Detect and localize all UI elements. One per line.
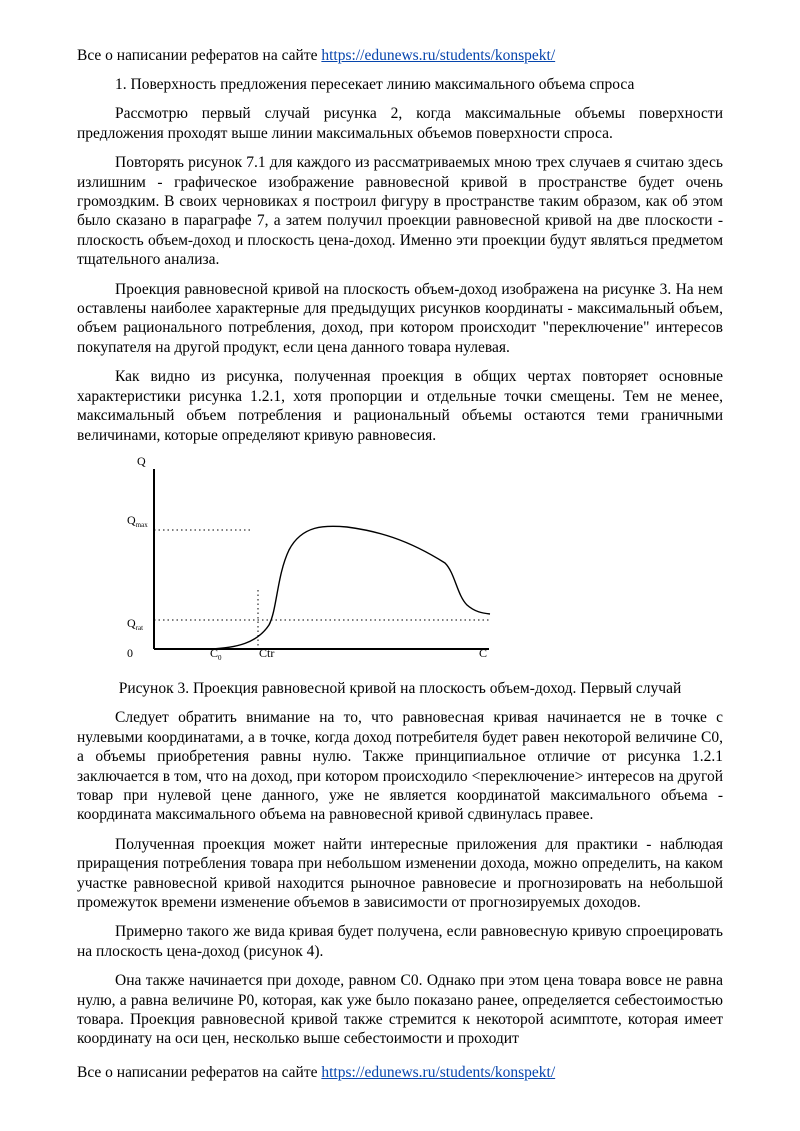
paragraph: Следует обратить внимание на то, что равновесная кривая начинается не в точке с нулевыми координатами, а в точке, когда доход потребителя будет равен некоторой величине C0, а объемы приобретения равны нулю. Также принципиальное отличие от рисунка 1.2.1 заключается в том, что на доход, при котором происходило <переключение> интересов на другой товар при нулевой цене данного, уже не является координатой максимального объема - координата максимального объема на равновесной кривой сдвинулась правее. xyxy=(77,709,723,824)
document-body xyxy=(77,75,723,1059)
page-footer xyxy=(77,1063,555,1083)
header-text: Все о написании рефератов на сайте xyxy=(77,47,322,64)
figure-caption: Рисунок 3. Проекция равновесной кривой на плоскость объем-доход. Первый случай xyxy=(118,679,682,697)
paragraph: Рассмотрю первый случай рисунка 2, когда максимальные объемы поверхности предложения проходят выше линии максимальных объемов поверхности спроса. xyxy=(77,105,723,142)
origin-label: 0 xyxy=(127,645,133,660)
q-max-label: $Q_{max}$ xyxy=(127,512,148,529)
equilibrium-curve-diagram xyxy=(77,455,723,675)
figure-3 xyxy=(77,455,723,675)
equilibrium-curve xyxy=(209,526,490,649)
paragraph: Как видно из рисунка, полученная проекция в общих чертах повторяет основные характеристики рисунка 1.2.1, хотя пропорции и отдельные точки смещены. Тем не менее, максимальный объем потребления и рациональный объемы остаются теми граничными величинами, которые определяют кривую равновесия. xyxy=(77,368,723,444)
footer-link[interactable]: https://edunews.ru/students/konspekt/ xyxy=(321,1064,556,1081)
section-heading: 1. Поверхность предложения пересекает линию максимального объема спроса xyxy=(115,76,635,93)
ctr-label: Ctr xyxy=(259,645,275,660)
y-axis-label: Q xyxy=(137,454,146,468)
paragraph: Она также начинается при доходе, равном C0. Однако при этом цена товара вовсе не равна нулю, а равна величине P0, которая, как уже было показано ранее, определяется себестоимостью товара. Проекция равновесной кривой также стремится к некоторой асимптоте, которая имеет координату на оси цен, несколько выше себестоимости и проходит xyxy=(77,972,723,1048)
header-link[interactable]: https://edunews.ru/students/konspekt/ xyxy=(321,47,556,64)
paragraph: Полученная проекция может найти интересные приложения для практики - наблюдая приращения потребления товара при небольшом изменении дохода, можно определить, на каком участке равновесной кривой находится рыночное равновесие и прогнозировать на небольшой промежуток времени изменение объемов в зависимости от прогнозируемых доходов. xyxy=(77,835,723,911)
c0-label: $C_0$ xyxy=(210,645,222,662)
footer-text: Все о написании рефератов на сайте xyxy=(77,1064,322,1081)
paragraph: Повторять рисунок 7.1 для каждого из рассматриваемых мною трех случаев я считаю здесь излишним - графическое изображение равновесной кривой в пространстве будет очень громоздким. В своих черновиках я построил фигуру в пространстве таким образом, как об этом было сказано в параграфе 7, а затем получил проекции равновесной кривой на две плоскости - плоскость объем-доход и плоскость цена-доход. Именно эти проекции будут являться предметом тщательного анализа. xyxy=(77,154,723,269)
q-rat-label: $Q_{rat}$ xyxy=(127,615,144,632)
paragraph: Проекция равновесной кривой на плоскость объем-доход изображена на рисунке 3. На нем оставлены наиболее характерные для предыдущих рисунков координаты - максимальный объем, объем рационального потребления, доход, при котором происходит "переключение" интересов покупателя на другой продукт, если цена данного товара нулевая. xyxy=(77,280,723,356)
x-axis-label: C xyxy=(479,645,488,660)
page-header xyxy=(77,46,555,66)
paragraph: Примерно такого же вида кривая будет получена, если равновесную кривую спроецировать на плоскость цена-доход (рисунок 4). xyxy=(77,923,723,960)
